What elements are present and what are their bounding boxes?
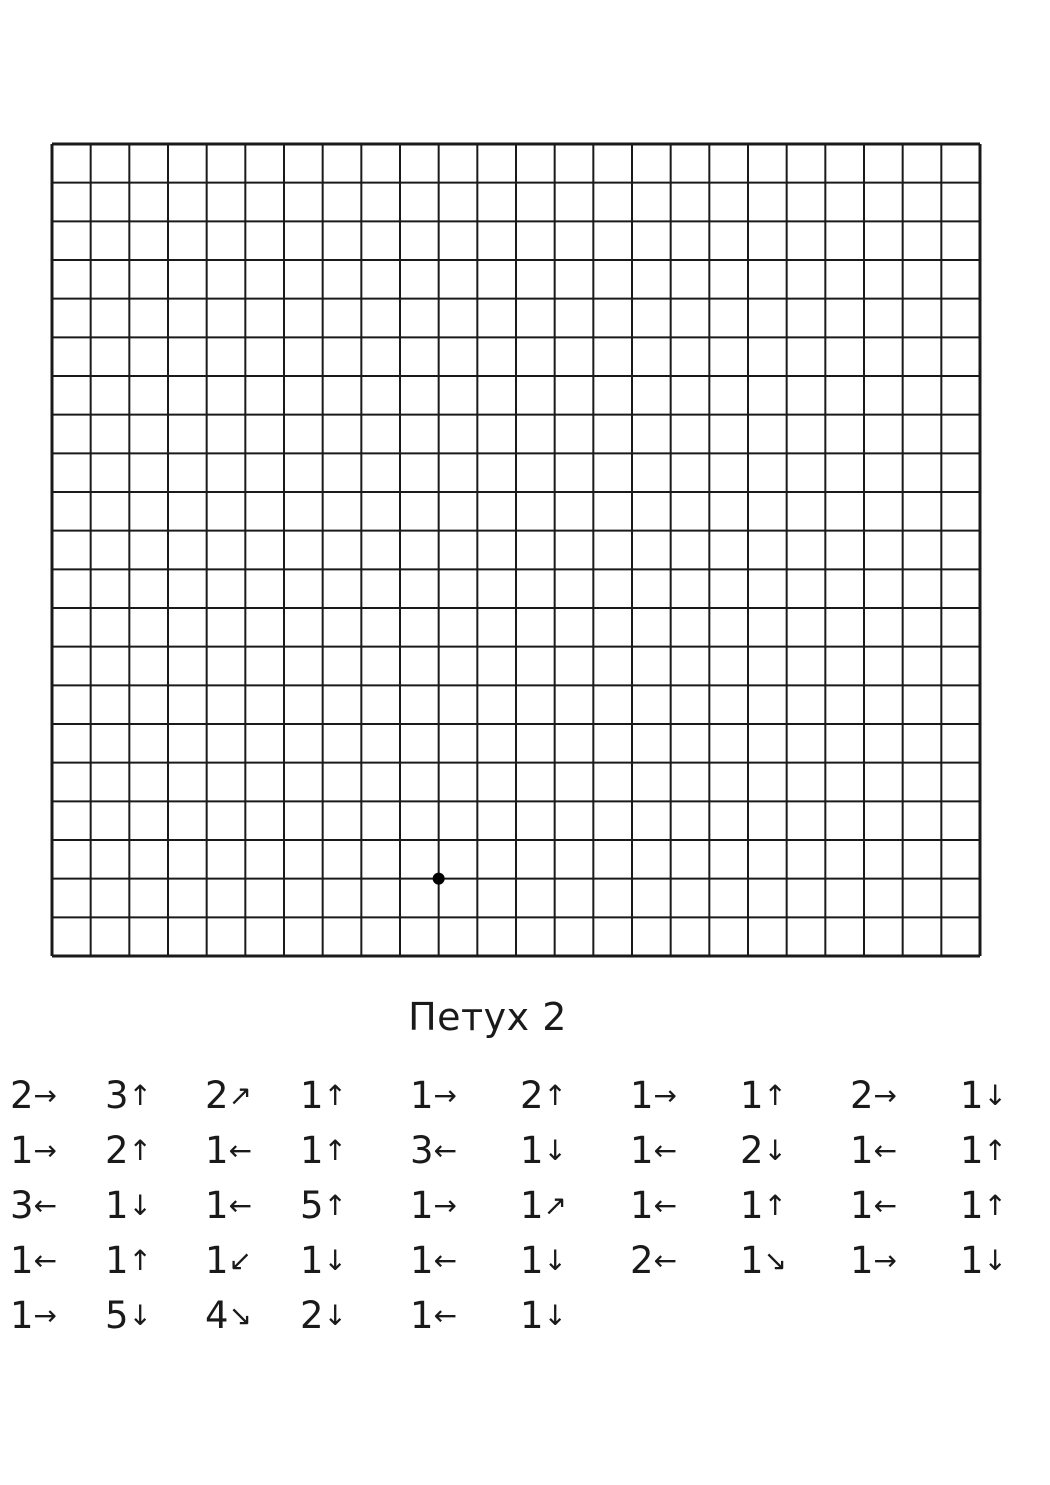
step-count: 3 [10,1184,34,1227]
step-count: 4 [205,1294,229,1337]
step-count: 1 [520,1239,544,1282]
direction-arrow-icon: ← [653,1134,678,1167]
step-item [10,1123,57,1181]
step-count: 1 [300,1129,324,1172]
step-item [520,1068,567,1126]
step-item [960,1178,1007,1236]
step-count: 1 [10,1239,34,1282]
step-count: 1 [410,1294,434,1337]
step-row [10,1068,1040,1123]
step-row [10,1178,1040,1233]
step-item [850,1178,897,1236]
direction-arrow-icon: ↓ [128,1189,153,1222]
step-item [630,1233,677,1291]
step-count: 1 [960,1239,984,1282]
direction-arrow-icon: ↑ [763,1189,788,1222]
step-item [300,1123,347,1181]
step-item [300,1233,347,1291]
step-count: 1 [960,1184,984,1227]
direction-arrow-icon: ↓ [543,1244,568,1277]
direction-arrow-icon: → [873,1244,898,1277]
step-item [300,1288,347,1346]
step-row [10,1288,1040,1343]
step-count: 1 [300,1074,324,1117]
direction-arrow-icon: ← [873,1134,898,1167]
direction-arrow-icon: ↑ [323,1134,348,1167]
step-item [105,1068,152,1126]
direction-arrow-icon: ↓ [983,1079,1008,1112]
step-count: 1 [520,1294,544,1337]
step-count: 1 [300,1239,324,1282]
step-count: 1 [630,1129,654,1172]
step-item [300,1068,347,1126]
step-item [960,1123,1007,1181]
direction-arrow-icon: ↑ [543,1079,568,1112]
step-count: 1 [105,1184,129,1227]
step-item [520,1178,567,1236]
step-count: 5 [105,1294,129,1337]
direction-arrow-icon: ← [433,1299,458,1332]
step-count: 1 [520,1184,544,1227]
step-item [740,1068,787,1126]
step-count: 3 [105,1074,129,1117]
drawing-grid [50,142,982,958]
step-item [105,1288,152,1346]
step-item [520,1233,567,1291]
direction-arrow-icon: ← [873,1189,898,1222]
step-count: 1 [105,1239,129,1282]
direction-arrow-icon: ↓ [543,1134,568,1167]
direction-arrow-icon: ↑ [323,1079,348,1112]
step-count: 2 [740,1129,764,1172]
step-count: 1 [520,1129,544,1172]
step-row [10,1123,1040,1178]
step-count: 2 [520,1074,544,1117]
step-count: 3 [410,1129,434,1172]
step-count: 2 [105,1129,129,1172]
direction-arrow-icon: ↑ [983,1189,1008,1222]
direction-arrow-icon: ↘ [228,1299,253,1332]
direction-arrow-icon: ← [33,1244,58,1277]
page-title: Петух 2 [408,995,567,1039]
step-item [630,1178,677,1236]
direction-arrow-icon: ↙ [228,1244,253,1277]
step-item [410,1233,457,1291]
step-item [410,1178,457,1236]
direction-arrow-icon: → [653,1079,678,1112]
direction-arrow-icon: ← [433,1244,458,1277]
step-item [205,1068,252,1126]
step-item [105,1233,152,1291]
step-item [10,1233,57,1291]
step-count: 2 [630,1239,654,1282]
direction-arrow-icon: ↑ [323,1189,348,1222]
step-instructions [10,1068,1040,1343]
step-count: 1 [740,1074,764,1117]
direction-arrow-icon: → [433,1189,458,1222]
step-item [105,1123,152,1181]
step-item [205,1233,252,1291]
direction-arrow-icon: ↓ [763,1134,788,1167]
direction-arrow-icon: → [873,1079,898,1112]
step-item [10,1288,57,1346]
step-count: 1 [205,1129,229,1172]
step-item [740,1233,787,1291]
direction-arrow-icon: ↑ [763,1079,788,1112]
step-item [410,1123,457,1181]
step-count: 1 [630,1184,654,1227]
direction-arrow-icon: → [33,1299,58,1332]
step-count: 2 [10,1074,34,1117]
step-item [520,1288,567,1346]
direction-arrow-icon: → [433,1079,458,1112]
direction-arrow-icon: ← [653,1244,678,1277]
step-item [630,1068,677,1126]
step-count: 2 [300,1294,324,1337]
direction-arrow-icon: ↗ [543,1189,568,1222]
step-item [850,1233,897,1291]
step-count: 1 [410,1074,434,1117]
step-count: 1 [410,1239,434,1282]
direction-arrow-icon: ← [228,1189,253,1222]
step-count: 5 [300,1184,324,1227]
step-count: 1 [10,1129,34,1172]
step-count: 1 [630,1074,654,1117]
start-point-dot [433,873,445,885]
step-item [960,1233,1007,1291]
direction-arrow-icon: ← [33,1189,58,1222]
direction-arrow-icon: ↓ [323,1244,348,1277]
step-item [410,1068,457,1126]
step-item [10,1068,57,1126]
step-row [10,1233,1040,1288]
direction-arrow-icon: ↑ [983,1134,1008,1167]
direction-arrow-icon: ↘ [763,1244,788,1277]
direction-arrow-icon: ← [653,1189,678,1222]
direction-arrow-icon: ← [433,1134,458,1167]
step-item [850,1123,897,1181]
step-count: 2 [850,1074,874,1117]
step-item [300,1178,347,1236]
step-item [205,1178,252,1236]
direction-arrow-icon: ↑ [128,1134,153,1167]
step-count: 1 [960,1129,984,1172]
direction-arrow-icon: → [33,1134,58,1167]
direction-arrow-icon: → [33,1079,58,1112]
step-item [740,1123,787,1181]
direction-arrow-icon: ↓ [323,1299,348,1332]
step-count: 1 [205,1239,229,1282]
step-item [850,1068,897,1126]
direction-arrow-icon: ↓ [543,1299,568,1332]
direction-arrow-icon: ↑ [128,1079,153,1112]
step-item [205,1123,252,1181]
step-count: 1 [205,1184,229,1227]
step-item [205,1288,252,1346]
step-item [520,1123,567,1181]
step-count: 1 [850,1239,874,1282]
direction-arrow-icon: ↑ [128,1244,153,1277]
step-item [410,1288,457,1346]
step-count: 1 [740,1184,764,1227]
step-count: 1 [410,1184,434,1227]
direction-arrow-icon: ↓ [983,1244,1008,1277]
step-count: 1 [850,1129,874,1172]
direction-arrow-icon: ← [228,1134,253,1167]
step-item [960,1068,1007,1126]
step-item [630,1123,677,1181]
step-count: 1 [10,1294,34,1337]
direction-arrow-icon: ↓ [128,1299,153,1332]
step-item [10,1178,57,1236]
step-item [740,1178,787,1236]
step-item [105,1178,152,1236]
step-count: 1 [960,1074,984,1117]
direction-arrow-icon: ↗ [228,1079,253,1112]
step-count: 2 [205,1074,229,1117]
step-count: 1 [740,1239,764,1282]
grid-lines [50,142,982,958]
step-count: 1 [850,1184,874,1227]
